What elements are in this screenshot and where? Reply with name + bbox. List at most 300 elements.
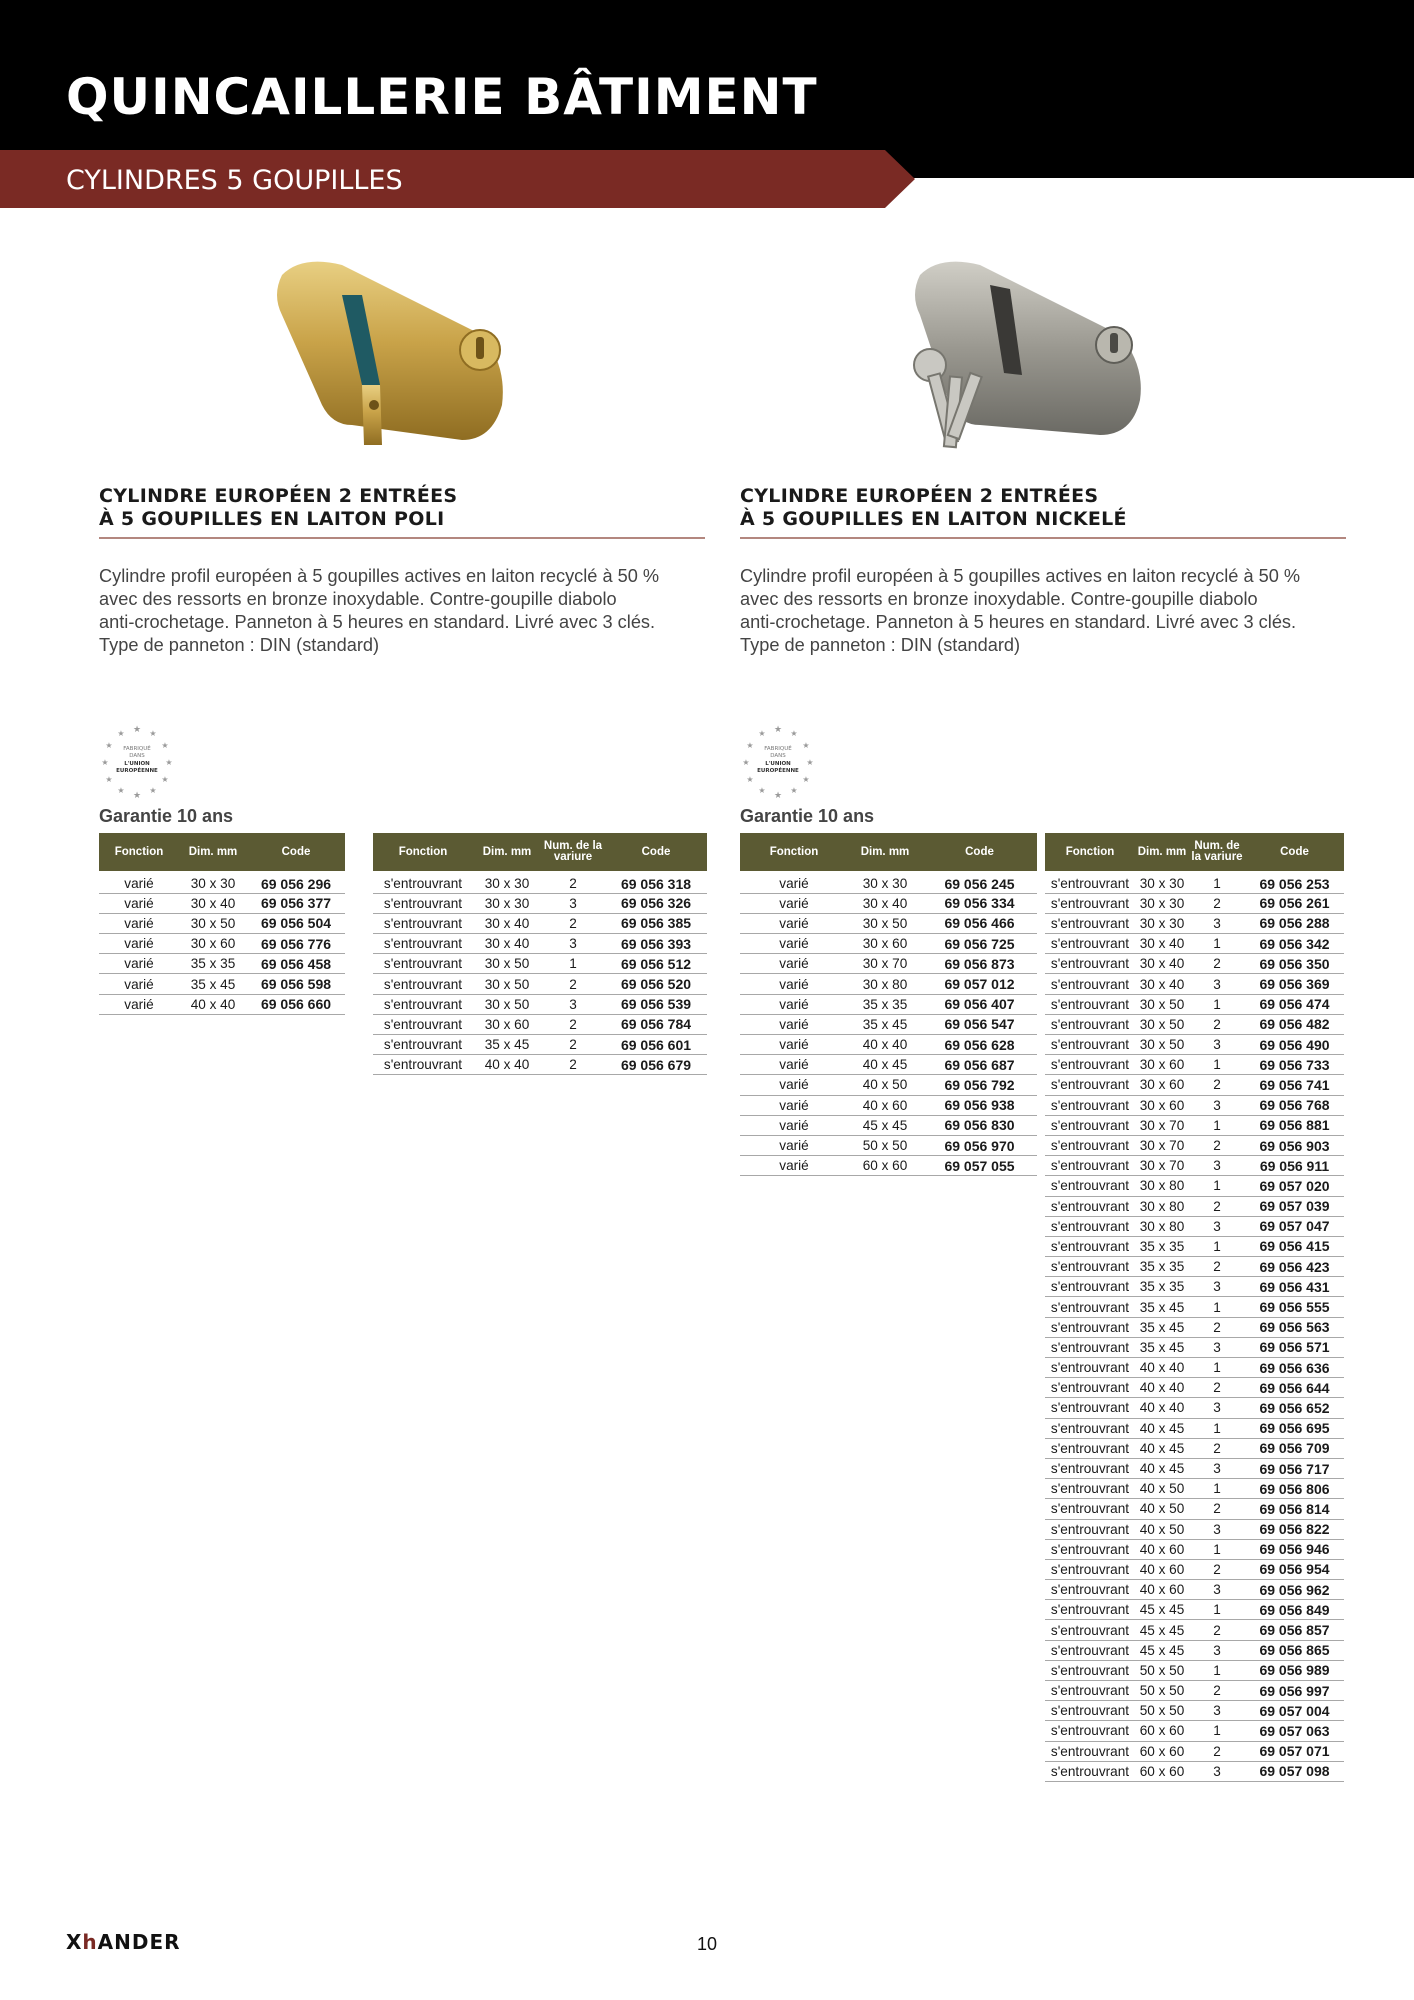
table-cell: 3 — [1189, 1458, 1245, 1478]
column-header: Dim. mm — [1135, 833, 1189, 873]
product-code: 69 056 687 — [922, 1055, 1037, 1075]
table-cell: s'entrouvrant — [1045, 1176, 1135, 1196]
table-cell: 2 — [1189, 1378, 1245, 1398]
table-header-row — [373, 833, 707, 873]
product-code: 69 056 539 — [605, 994, 707, 1014]
table-cell: varié — [740, 1035, 848, 1055]
table-cell: s'entrouvrant — [373, 954, 473, 974]
table-cell: s'entrouvrant — [1045, 1761, 1135, 1781]
svg-text:★: ★ — [790, 786, 798, 795]
table-cell: s'entrouvrant — [1045, 1620, 1135, 1640]
product-code: 69 056 431 — [1245, 1277, 1344, 1297]
table-cell: s'entrouvrant — [1045, 1378, 1135, 1398]
table-cell: 60 x 60 — [1135, 1761, 1189, 1781]
table-cell: s'entrouvrant — [1045, 1236, 1135, 1256]
table-cell: 1 — [1189, 994, 1245, 1014]
table-cell: 30 x 50 — [179, 913, 247, 933]
table-row — [740, 873, 1037, 893]
table-cell: s'entrouvrant — [373, 893, 473, 913]
guarantee-label: Garantie 10 ans — [740, 806, 875, 826]
table-row — [99, 893, 345, 913]
table-cell: 30 x 50 — [848, 913, 922, 933]
svg-text:★: ★ — [149, 729, 157, 738]
table-cell: s'entrouvrant — [1045, 1438, 1135, 1458]
column-header: Code — [922, 833, 1037, 873]
table-cell: 3 — [1189, 1398, 1245, 1418]
table-row — [99, 934, 345, 954]
page-title: QUINCAILLERIE BÂTIMENT — [66, 68, 818, 126]
table-cell: s'entrouvrant — [1045, 1580, 1135, 1600]
table-cell: s'entrouvrant — [1045, 1600, 1135, 1620]
table-cell: s'entrouvrant — [1045, 994, 1135, 1014]
product-code: 69 056 628 — [922, 1035, 1037, 1055]
product-code: 69 056 342 — [1245, 934, 1344, 954]
table-cell: 2 — [1189, 1257, 1245, 1277]
table-cell: 30 x 40 — [473, 934, 541, 954]
table-cell: s'entrouvrant — [1045, 1479, 1135, 1499]
product-code: 69 056 997 — [1245, 1681, 1344, 1701]
table-row — [1045, 1398, 1344, 1418]
table-cell: 40 x 45 — [1135, 1458, 1189, 1478]
table-row — [740, 1156, 1037, 1176]
table-cell: 30 x 60 — [179, 934, 247, 954]
product-code: 69 056 784 — [605, 1014, 707, 1034]
table-cell: 35 x 45 — [1135, 1317, 1189, 1337]
table-cell: varié — [740, 974, 848, 994]
table-cell: 3 — [1189, 974, 1245, 994]
badge-line: FABRIQUÉ — [123, 746, 151, 752]
column-header: Dim. mm — [473, 833, 541, 873]
table-cell: varié — [740, 1135, 848, 1155]
table-cell: varié — [99, 974, 179, 994]
table-row — [1045, 1620, 1344, 1640]
table-cell: 40 x 50 — [1135, 1499, 1189, 1519]
product-code: 69 056 709 — [1245, 1438, 1344, 1458]
table-cell: varié — [740, 893, 848, 913]
table-row — [1045, 1499, 1344, 1519]
table-cell: 30 x 40 — [848, 893, 922, 913]
table-cell: 30 x 70 — [1135, 1135, 1189, 1155]
column-header: Num. de la variure — [1189, 833, 1245, 873]
svg-text:★: ★ — [101, 758, 109, 767]
product-code: 69 056 733 — [1245, 1055, 1344, 1075]
table-cell: 1 — [1189, 1479, 1245, 1499]
table-cell: 35 x 35 — [848, 994, 922, 1014]
table-row — [1045, 994, 1344, 1014]
table-cell: varié — [740, 873, 848, 893]
table-cell: varié — [740, 1156, 848, 1176]
table-cell: 1 — [541, 954, 605, 974]
table-cell: s'entrouvrant — [1045, 1095, 1135, 1115]
product-code: 69 056 253 — [1245, 873, 1344, 893]
svg-text:★: ★ — [105, 741, 113, 750]
product-code: 69 056 806 — [1245, 1479, 1344, 1499]
table-cell: 50 x 50 — [1135, 1660, 1189, 1680]
table-cell: varié — [740, 1115, 848, 1135]
table-cell: 1 — [1189, 1600, 1245, 1620]
table-cell: s'entrouvrant — [1045, 1035, 1135, 1055]
svg-text:★: ★ — [758, 786, 766, 795]
table-row — [1045, 1317, 1344, 1337]
table-cell: s'entrouvrant — [1045, 954, 1135, 974]
table-cell: 30 x 60 — [1135, 1095, 1189, 1115]
svg-text:★: ★ — [802, 741, 810, 750]
product-code: 69 056 644 — [1245, 1378, 1344, 1398]
badge-line: EUROPÉENNE — [757, 768, 799, 774]
product-code: 69 056 938 — [922, 1095, 1037, 1115]
table-cell: 40 x 40 — [1135, 1378, 1189, 1398]
spec-table-nickel-entrouvrant — [1045, 833, 1344, 1782]
table-cell: 2 — [1189, 893, 1245, 913]
table-cell: 35 x 35 — [179, 954, 247, 974]
table-row — [1045, 1257, 1344, 1277]
product-code: 69 056 636 — [1245, 1358, 1344, 1378]
table-row — [99, 994, 345, 1014]
table-row — [740, 954, 1037, 974]
table-cell: varié — [740, 1075, 848, 1095]
product-code: 69 056 407 — [922, 994, 1037, 1014]
table-cell: 30 x 50 — [1135, 1035, 1189, 1055]
table-cell: s'entrouvrant — [373, 873, 473, 893]
spec-table-brass-varie — [99, 833, 345, 1015]
product-code: 69 056 946 — [1245, 1539, 1344, 1559]
table-row — [1045, 1660, 1344, 1680]
column-header: Fonction — [1045, 833, 1135, 873]
table-cell: s'entrouvrant — [1045, 1640, 1135, 1660]
table-cell: 3 — [541, 893, 605, 913]
table-row — [1045, 1055, 1344, 1075]
table-cell: 3 — [541, 994, 605, 1014]
badge-line: DANS — [770, 753, 786, 759]
product-code: 69 056 822 — [1245, 1519, 1344, 1539]
table-cell: varié — [740, 954, 848, 974]
table-row — [1045, 1701, 1344, 1721]
product-title-line: À 5 GOUPILLES EN LAITON POLI — [99, 508, 445, 530]
table-cell: 3 — [1189, 1761, 1245, 1781]
product-code: 69 056 512 — [605, 954, 707, 974]
table-row — [373, 913, 707, 933]
table-cell: 1 — [1189, 1176, 1245, 1196]
table-cell: s'entrouvrant — [373, 994, 473, 1014]
product-code: 69 056 660 — [247, 994, 345, 1014]
table-cell: s'entrouvrant — [1045, 873, 1135, 893]
table-cell: 30 x 30 — [1135, 873, 1189, 893]
svg-text:★: ★ — [132, 791, 142, 799]
badge-line: FABRIQUÉ — [764, 746, 792, 752]
product-title-line: À 5 GOUPILLES EN LAITON NICKELÉ — [740, 508, 1127, 530]
table-cell: s'entrouvrant — [1045, 1156, 1135, 1176]
table-cell: 45 x 45 — [1135, 1640, 1189, 1660]
svg-text:★: ★ — [161, 741, 169, 750]
table-cell: varié — [99, 954, 179, 974]
product-code: 69 057 055 — [922, 1156, 1037, 1176]
table-row — [740, 1135, 1037, 1155]
svg-text:★: ★ — [790, 729, 798, 738]
description-line: anti-crochetage. Panneton à 5 heures en standard. Livré avec 3 clés. — [740, 612, 1297, 632]
product-code: 69 056 873 — [922, 954, 1037, 974]
table-row — [1045, 1418, 1344, 1438]
table-cell: 50 x 50 — [848, 1135, 922, 1155]
table-row — [1045, 1479, 1344, 1499]
table-cell: 30 x 70 — [848, 954, 922, 974]
table-row — [1045, 1115, 1344, 1135]
guarantee-label: Garantie 10 ans — [99, 806, 234, 826]
column-header: Dim. mm — [179, 833, 247, 873]
table-cell: 1 — [1189, 934, 1245, 954]
table-row — [1045, 1014, 1344, 1034]
table-cell: 2 — [541, 974, 605, 994]
column-header: Num. de la variure — [541, 833, 605, 873]
table-cell: s'entrouvrant — [1045, 1297, 1135, 1317]
table-row — [1045, 1216, 1344, 1236]
table-row — [740, 934, 1037, 954]
description-line: avec des ressorts en bronze inoxydable. Contre-goupille diabolo — [740, 589, 1258, 609]
table-cell: 3 — [1189, 1035, 1245, 1055]
product-code: 69 056 970 — [922, 1135, 1037, 1155]
table-cell: 3 — [1189, 1580, 1245, 1600]
table-row — [99, 913, 345, 933]
table-row — [1045, 913, 1344, 933]
table-cell: 1 — [1189, 1539, 1245, 1559]
table-cell: 40 x 60 — [1135, 1539, 1189, 1559]
product-code: 69 056 326 — [605, 893, 707, 913]
table-row — [373, 893, 707, 913]
product-code: 69 056 830 — [922, 1115, 1037, 1135]
product-code: 69 056 474 — [1245, 994, 1344, 1014]
table-cell: 35 x 35 — [1135, 1257, 1189, 1277]
table-cell: 3 — [1189, 1277, 1245, 1297]
table-cell: varié — [740, 1014, 848, 1034]
table-cell: 40 x 45 — [848, 1055, 922, 1075]
table-cell: 2 — [1189, 1317, 1245, 1337]
product-code: 69 056 865 — [1245, 1640, 1344, 1660]
description-line: Type de panneton : DIN (standard) — [740, 635, 1021, 655]
table-cell: 30 x 30 — [1135, 913, 1189, 933]
table-row — [1045, 1156, 1344, 1176]
product-code: 69 056 911 — [1245, 1156, 1344, 1176]
table-cell: 3 — [1189, 1640, 1245, 1660]
table-cell: 2 — [1189, 1499, 1245, 1519]
table-cell: 30 x 60 — [848, 934, 922, 954]
table-row — [1045, 1741, 1344, 1761]
table-row — [373, 934, 707, 954]
product-code: 69 056 601 — [605, 1035, 707, 1055]
product-code: 69 056 679 — [605, 1055, 707, 1075]
table-cell: 40 x 40 — [179, 994, 247, 1014]
product-code: 69 056 423 — [1245, 1257, 1344, 1277]
table-row — [740, 913, 1037, 933]
column-header: Code — [1245, 833, 1344, 873]
column-header: Fonction — [99, 833, 179, 873]
nickel-cylinder-image — [900, 255, 1150, 465]
table-cell: 30 x 30 — [848, 873, 922, 893]
product-code: 69 056 482 — [1245, 1014, 1344, 1034]
table-cell: s'entrouvrant — [373, 934, 473, 954]
column-header: Code — [605, 833, 707, 873]
table-row — [1045, 1519, 1344, 1539]
table-cell: 40 x 50 — [1135, 1519, 1189, 1539]
product-code: 69 057 047 — [1245, 1216, 1344, 1236]
table-row — [1045, 1640, 1344, 1660]
table-cell: 30 x 60 — [1135, 1075, 1189, 1095]
table-header-row — [1045, 833, 1344, 873]
product-code: 69 056 563 — [1245, 1317, 1344, 1337]
table-row — [1045, 1075, 1344, 1095]
product-title-nickel — [740, 485, 1346, 539]
product-code: 69 057 098 — [1245, 1761, 1344, 1781]
table-cell: s'entrouvrant — [1045, 1741, 1135, 1761]
table-cell: 1 — [1189, 1660, 1245, 1680]
table-cell: s'entrouvrant — [373, 1055, 473, 1075]
table-cell: varié — [740, 1095, 848, 1115]
table-cell: 30 x 80 — [1135, 1216, 1189, 1236]
table-cell: 30 x 80 — [1135, 1196, 1189, 1216]
table-cell: 2 — [1189, 1559, 1245, 1579]
product-code: 69 056 520 — [605, 974, 707, 994]
product-code: 69 056 954 — [1245, 1559, 1344, 1579]
svg-text:★: ★ — [802, 775, 810, 784]
table-row — [1045, 1337, 1344, 1357]
svg-text:★: ★ — [746, 741, 754, 750]
table-cell: 2 — [1189, 954, 1245, 974]
table-cell: s'entrouvrant — [1045, 934, 1135, 954]
table-cell: s'entrouvrant — [1045, 1358, 1135, 1378]
table-cell: varié — [740, 994, 848, 1014]
table-cell: 40 x 40 — [1135, 1398, 1189, 1418]
product-code: 69 056 369 — [1245, 974, 1344, 994]
table-cell: 30 x 30 — [1135, 893, 1189, 913]
table-cell: 30 x 30 — [473, 873, 541, 893]
table-header-row — [99, 833, 345, 873]
table-row — [1045, 1580, 1344, 1600]
product-code: 69 056 350 — [1245, 954, 1344, 974]
table-cell: 30 x 80 — [1135, 1176, 1189, 1196]
product-code: 69 056 652 — [1245, 1398, 1344, 1418]
table-cell: s'entrouvrant — [1045, 1499, 1135, 1519]
product-code: 69 057 004 — [1245, 1701, 1344, 1721]
table-cell: s'entrouvrant — [1045, 1519, 1135, 1539]
table-row — [1045, 1297, 1344, 1317]
table-cell: 60 x 60 — [1135, 1721, 1189, 1741]
brass-cylinder-image — [262, 255, 512, 465]
table-cell: s'entrouvrant — [1045, 1014, 1135, 1034]
table-cell: 30 x 30 — [473, 893, 541, 913]
table-cell: 30 x 80 — [848, 974, 922, 994]
table-cell: 2 — [1189, 1135, 1245, 1155]
table-cell: 1 — [1189, 873, 1245, 893]
badge-line: EUROPÉENNE — [116, 768, 158, 774]
table-cell: s'entrouvrant — [1045, 1660, 1135, 1680]
brand-logo — [66, 1930, 181, 1954]
table-cell: 30 x 70 — [1135, 1115, 1189, 1135]
product-code: 69 056 814 — [1245, 1499, 1344, 1519]
table-row — [740, 994, 1037, 1014]
svg-text:★: ★ — [773, 725, 783, 735]
table-cell: s'entrouvrant — [1045, 1055, 1135, 1075]
table-cell: 2 — [541, 1055, 605, 1075]
svg-text:★: ★ — [165, 758, 173, 767]
product-code: 69 056 725 — [922, 934, 1037, 954]
table-cell: varié — [740, 913, 848, 933]
table-cell: 30 x 50 — [473, 994, 541, 1014]
table-cell: 3 — [541, 934, 605, 954]
table-cell: 2 — [541, 913, 605, 933]
svg-text:★: ★ — [742, 758, 750, 767]
product-code: 69 056 261 — [1245, 893, 1344, 913]
table-cell: 40 x 40 — [848, 1035, 922, 1055]
table-row — [1045, 954, 1344, 974]
table-row — [1045, 893, 1344, 913]
product-code: 69 056 695 — [1245, 1418, 1344, 1438]
table-cell: varié — [740, 1055, 848, 1075]
product-code: 69 056 377 — [247, 893, 345, 913]
table-row — [1045, 1681, 1344, 1701]
spec-table-brass-entrouvrant — [373, 833, 707, 1075]
table-cell: 2 — [1189, 1075, 1245, 1095]
product-code: 69 056 504 — [247, 913, 345, 933]
description-line: anti-crochetage. Panneton à 5 heures en standard. Livré avec 3 clés. — [99, 612, 656, 632]
product-code: 69 056 989 — [1245, 1660, 1344, 1680]
svg-text:★: ★ — [132, 725, 142, 735]
product-description-brass — [99, 565, 705, 657]
table-row — [1045, 1176, 1344, 1196]
product-code: 69 056 962 — [1245, 1580, 1344, 1600]
table-cell: s'entrouvrant — [373, 1035, 473, 1055]
table-cell: 1 — [1189, 1721, 1245, 1741]
table-cell: s'entrouvrant — [1045, 1216, 1135, 1236]
badge-line: DANS — [129, 753, 145, 759]
table-cell: 30 x 50 — [1135, 994, 1189, 1014]
eu-made-badge-icon — [740, 723, 816, 799]
table-cell: 60 x 60 — [1135, 1741, 1189, 1761]
table-row — [373, 954, 707, 974]
product-code: 69 056 881 — [1245, 1115, 1344, 1135]
spec-table-nickel-varie — [740, 833, 1037, 1176]
table-cell: 2 — [541, 1035, 605, 1055]
product-code: 69 056 296 — [247, 873, 345, 893]
product-code: 69 056 245 — [922, 873, 1037, 893]
product-code: 69 057 012 — [922, 974, 1037, 994]
product-code: 69 056 776 — [247, 934, 345, 954]
product-code: 69 056 318 — [605, 873, 707, 893]
table-cell: 30 x 40 — [1135, 954, 1189, 974]
product-code: 69 056 415 — [1245, 1236, 1344, 1256]
table-row — [99, 954, 345, 974]
badge-line: L'UNION — [124, 761, 150, 767]
table-cell: s'entrouvrant — [1045, 1196, 1135, 1216]
table-cell: varié — [99, 913, 179, 933]
table-cell: 2 — [541, 1014, 605, 1034]
table-cell: 35 x 35 — [1135, 1277, 1189, 1297]
badge-line: L'UNION — [765, 761, 791, 767]
table-row — [1045, 1035, 1344, 1055]
product-code: 69 056 555 — [1245, 1297, 1344, 1317]
table-row — [373, 1014, 707, 1034]
table-row — [1045, 1135, 1344, 1155]
table-cell: 2 — [1189, 1620, 1245, 1640]
table-cell: s'entrouvrant — [1045, 1257, 1135, 1277]
svg-text:★: ★ — [161, 775, 169, 784]
product-code: 69 056 547 — [922, 1014, 1037, 1034]
table-row — [373, 1055, 707, 1075]
product-code: 69 056 857 — [1245, 1620, 1344, 1640]
table-cell: 2 — [541, 873, 605, 893]
table-cell: 45 x 45 — [848, 1115, 922, 1135]
product-title-line: CYLINDRE EUROPÉEN 2 ENTRÉES — [740, 485, 1099, 507]
table-row — [740, 1115, 1037, 1135]
svg-text:★: ★ — [117, 786, 125, 795]
table-row — [1045, 1458, 1344, 1478]
